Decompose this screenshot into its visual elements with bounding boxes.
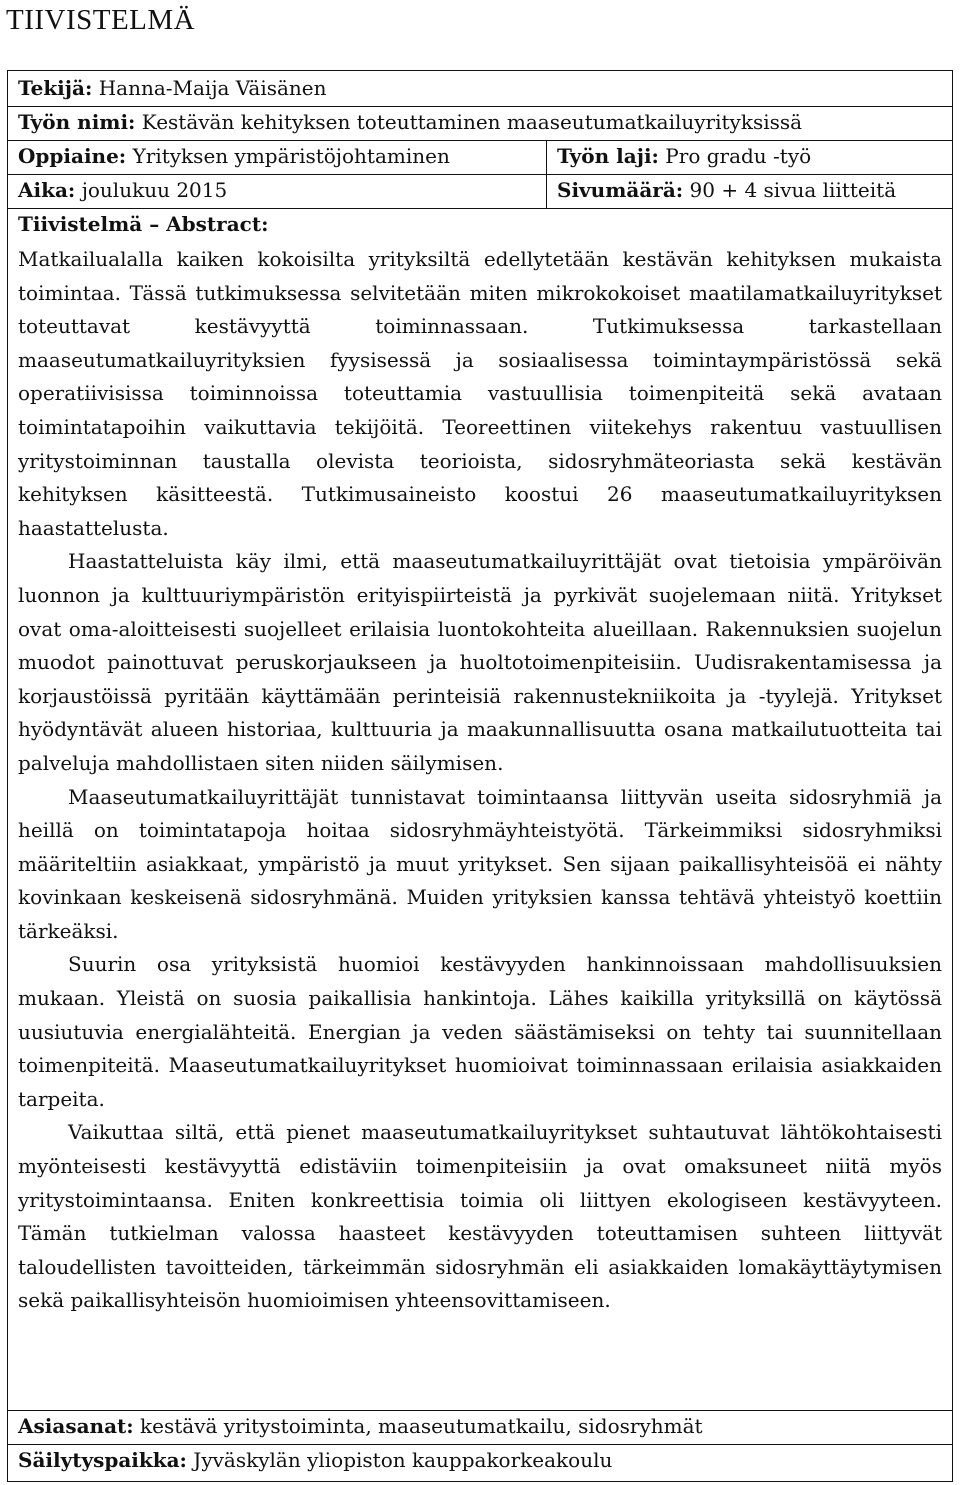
date-label: Aika: — [18, 178, 76, 202]
date-value: joulukuu 2015 — [81, 178, 228, 202]
keywords-row — [8, 1411, 952, 1445]
pages-value: 90 + 4 sivua liitteitä — [689, 178, 897, 202]
date-row — [8, 175, 952, 209]
author-value: Hanna-Maija Väisänen — [98, 76, 327, 100]
subject-row — [8, 141, 952, 175]
work-title-label: Työn nimi: — [18, 110, 136, 134]
location-value: Jyväskylän yliopiston kauppakorkeakoulu — [193, 1448, 613, 1472]
work-title-row — [8, 107, 952, 141]
work-type-cell — [546, 141, 811, 174]
subject-label: Oppiaine: — [18, 144, 127, 168]
work-type-value: Pro gradu -työ — [665, 144, 812, 168]
abstract-paragraph-3: Maaseutumatkailuyrittäjät tunnistavat toimintaansa liittyvän useita sidosryhmiä ja heillä on toimintatapoja hoitaa sidosryhmäyhteistyötä. Tärkeimmiksi sidosryhmiksi määriteltiin asiakkaat, ympäristö ja muut yritykset. Sen sijaan paikallisyhteisöä ei nähty kovinkaan keskeisenä sidosryhmänä. Muiden yrityksien kanssa tehtävä yhteistyö koettiin tärkeäksi. — [18, 784, 942, 943]
work-type-label: Työn laji: — [557, 144, 659, 168]
abstract-form — [7, 70, 953, 1482]
work-title-value: Kestävän kehityksen toteuttaminen maaseutumatkailuyrityksissä — [141, 110, 803, 134]
pages-cell — [546, 175, 896, 208]
location-row — [8, 1445, 952, 1480]
keywords-value: kestävä yritystoiminta, maaseutumatkailu, sidosryhmät — [140, 1414, 703, 1438]
abstract-label: Tiivistelmä – Abstract: — [18, 212, 269, 236]
abstract-body — [18, 243, 942, 1318]
author-label: Tekijä: — [18, 76, 93, 100]
abstract-paragraph-4: Suurin osa yrityksistä huomioi kestävyyden hankinnoissaan mahdollisuuksien mukaan. Yleistä on suosia paikallisia hankintoja. Lähes kaikilla yrityksillä on käytössä uusiutuvia energialähteitä. Energian ja veden säästämiseksi on tehty tai suunnitellaan toimenpiteitä. Maaseutumatkailuyritykset huomioivat toiminnassaan erilaisia asiakkaiden tarpeita. — [18, 952, 942, 1111]
subject-value: Yrityksen ympäristöjohtaminen — [132, 144, 450, 168]
keywords-label: Asiasanat: — [18, 1414, 134, 1438]
author-row — [8, 73, 952, 107]
abstract-paragraph-5: Vaikuttaa siltä, että pienet maaseutumatkailuyritykset suhtautuvat lähtökohtaisesti myönteisesti kestävyyttä edistäviin toimenpiteisiin ja ovat omaksuneet niitä myös yritystoimintaansa. Eniten konkreettisia toimia oli liittyen ekologiseen kestävyyteen. Tämän tutkielman valossa haasteet kestävyyden toteuttamisen suhteen liittyvät taloudellisten tavoitteiden, tärkeimmän sidosryhmän eli asiakkaiden lomakäyttäytymisen sekä paikallisyhteisön huomioimisen yhteensovittamiseen. — [18, 1120, 942, 1313]
abstract-paragraph-2: Haastatteluista käy ilmi, että maaseutumatkailuyrittäjät ovat tietoisia ympäröivän luonnon ja kulttuuriympäristön erityispiirteistä ja pyrkivät suojelemaan niitä. Yritykset ovat oma-aloitteisesti suojelleet erilaisia luontokohteita alueillaan. Rakennuksien suojelun muodot painottuvat peruskorjaukseen ja huoltotoimenpiteisiin. Uudisrakentamisessa ja korjaustöissä pyritään käyttämään perinteisiä rakennustekniikoita ja -tyylejä. Yritykset hyödyntävät alueen historiaa, kulttuuria ja maakunnallisuutta osana matkailutuotteita tai palveluja mahdollistaen siten niiden säilymisen. — [18, 549, 942, 775]
page-title: TIIVISTELMÄ — [6, 4, 196, 36]
pages-label: Sivumäärä: — [557, 178, 684, 202]
location-label: Säilytyspaikka: — [18, 1448, 187, 1472]
abstract-paragraph-1: Matkailualalla kaiken kokoisilta yrityksiltä edellytetään kestävän kehityksen mukaista toimintaa. Tässä tutkimuksessa selvitetään miten mikrokokoiset maatilamatkailuyritykset toteuttavat kestävyyttä toiminnassaan. Tutkimuksessa tarkastellaan maaseutumatkailuyrityksien fyysisessä ja sosiaalisessa toimintaympäristössä sekä operatiivisissa toiminnoissa toteuttamia vastuullisia toimenpiteitä sekä avataan toimintatapoihin vaikuttavia tekijöitä. Teoreettinen viitekehys rakentuu vastuullisen yritystoiminnan taustalla olevista teorioista, sidosryhmäteoriasta sekä kestävän kehityksen käsitteestä. Tutkimusaineisto koostui 26 maaseutumatkailuyrityksen haastattelusta. — [18, 247, 942, 540]
